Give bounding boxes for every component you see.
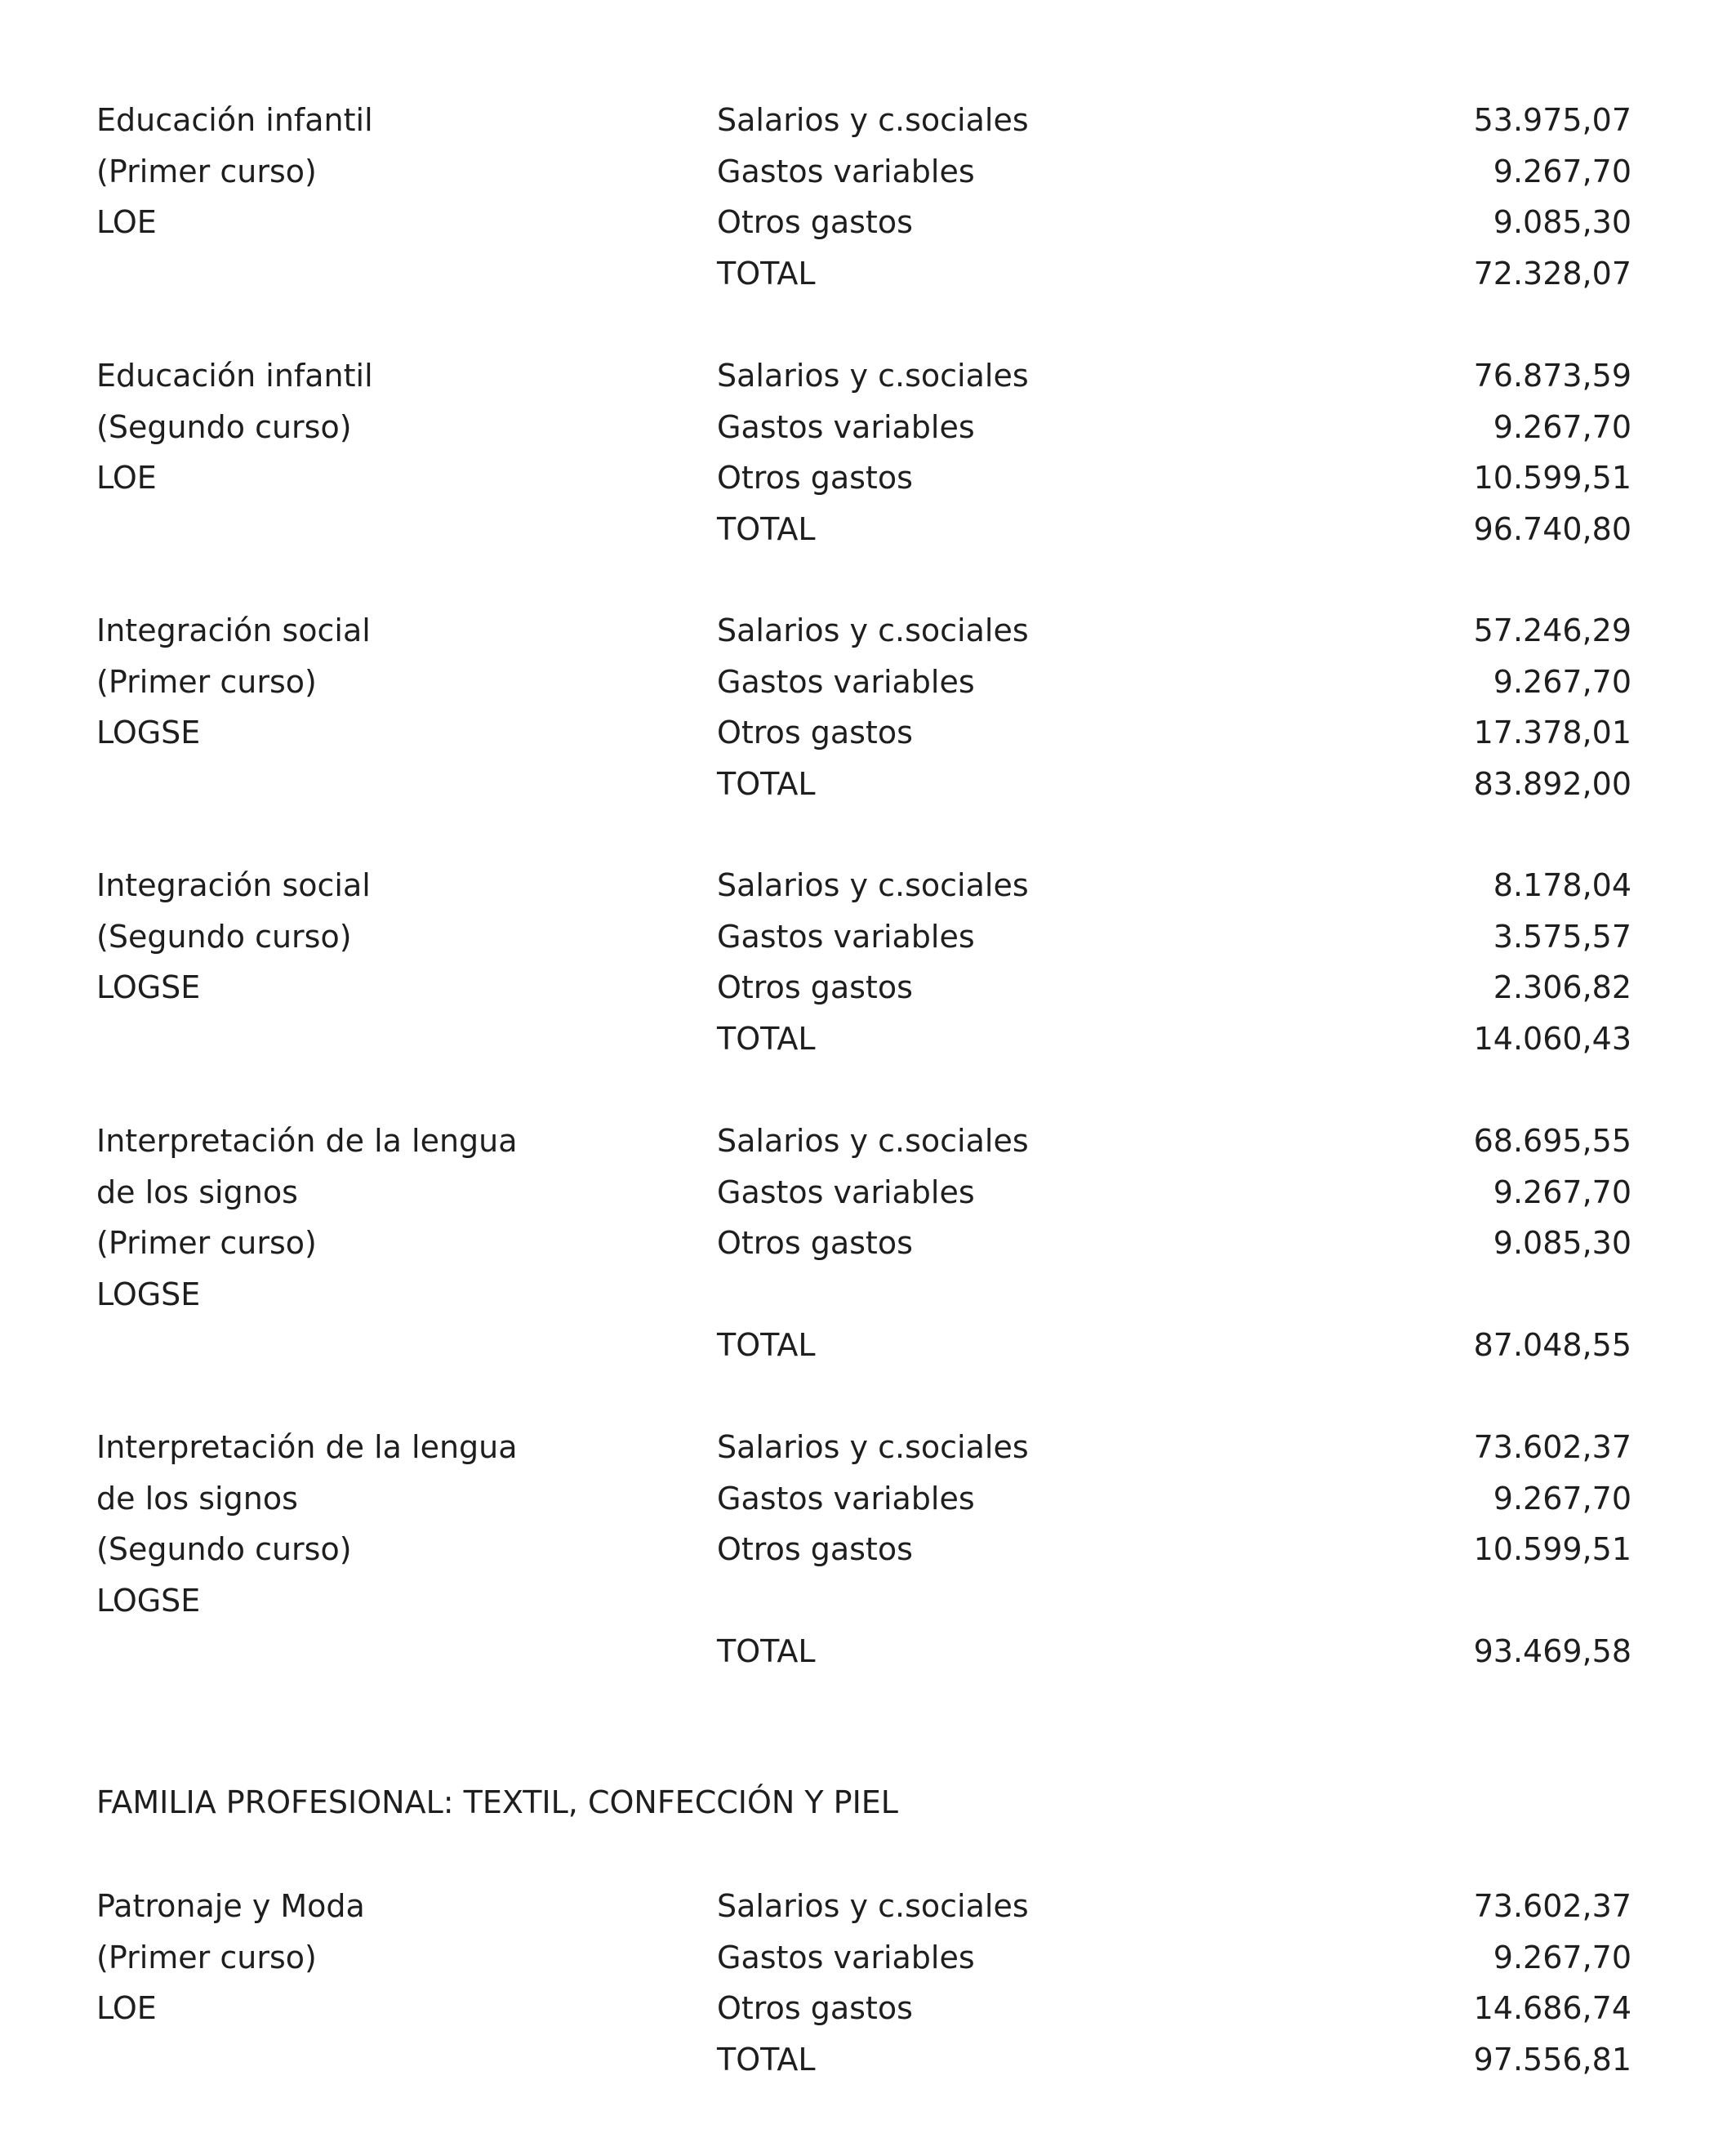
cost-row xyxy=(96,605,1631,657)
cost-amount: 9.267,70 xyxy=(1493,663,1631,700)
cost-row xyxy=(96,1422,1631,1473)
cost-concept: Otros gastos xyxy=(717,1225,913,1261)
cost-row xyxy=(96,1881,1631,1932)
total-label: TOTAL xyxy=(717,255,816,292)
cost-block xyxy=(96,95,1631,299)
cost-concept: Salarios y c.sociales xyxy=(717,867,1029,903)
cost-amount: 10.599,51 xyxy=(1473,460,1631,496)
total-row xyxy=(96,1320,1631,1371)
cost-concept: Gastos variables xyxy=(717,663,975,700)
cycle-description: (Segundo curso) xyxy=(96,1531,352,1567)
cost-amount: 8.178,04 xyxy=(1493,867,1631,903)
cycle-description: LOGSE xyxy=(96,1276,201,1312)
total-row xyxy=(96,248,1631,300)
cost-row xyxy=(96,860,1631,911)
cost-row xyxy=(96,911,1631,963)
cost-row xyxy=(96,1983,1631,2034)
total-amount: 72.328,07 xyxy=(1473,255,1631,292)
cost-row xyxy=(96,197,1631,248)
cost-row xyxy=(96,1524,1631,1575)
cost-block xyxy=(96,860,1631,1064)
total-label: TOTAL xyxy=(717,1020,816,1057)
cycle-description: LOGSE xyxy=(96,969,201,1005)
cost-row xyxy=(96,962,1631,1013)
cycle-description: LOE xyxy=(96,1990,157,2026)
cycle-description: (Segundo curso) xyxy=(96,408,352,445)
section-heading: FAMILIA PROFESIONAL: TEXTIL, CONFECCIÓN Y PIEL xyxy=(96,1784,898,1820)
total-label: TOTAL xyxy=(717,765,816,802)
total-amount: 97.556,81 xyxy=(1473,2041,1631,2078)
cycle-description: (Primer curso) xyxy=(96,663,317,700)
total-amount: 14.060,43 xyxy=(1473,1020,1631,1057)
total-label: TOTAL xyxy=(717,1327,816,1363)
cycle-description: (Segundo curso) xyxy=(96,918,352,955)
cost-concept: Gastos variables xyxy=(717,153,975,189)
cost-block xyxy=(96,350,1631,555)
cost-concept: Otros gastos xyxy=(717,969,913,1005)
total-row xyxy=(96,1013,1631,1065)
cost-concept: Otros gastos xyxy=(717,460,913,496)
total-row xyxy=(96,2034,1631,2086)
cost-concept: Otros gastos xyxy=(717,715,913,750)
cost-block xyxy=(96,1881,1631,2085)
cost-block xyxy=(96,1116,1631,1371)
cost-amount: 57.246,29 xyxy=(1473,612,1631,648)
cost-concept: Gastos variables xyxy=(717,408,975,445)
cost-concept: Salarios y c.sociales xyxy=(717,1429,1029,1465)
cost-amount: 3.575,57 xyxy=(1493,918,1631,955)
total-amount: 87.048,55 xyxy=(1473,1327,1631,1363)
cost-row xyxy=(96,657,1631,708)
cost-amount: 9.267,70 xyxy=(1493,408,1631,445)
cost-row xyxy=(96,1116,1631,1167)
cycle-description: LOE xyxy=(96,460,157,496)
cost-row xyxy=(96,350,1631,402)
cycle-description: Educación infantil xyxy=(96,358,373,394)
cost-concept: Otros gastos xyxy=(717,1531,913,1567)
cost-concept: Otros gastos xyxy=(717,204,913,240)
cycle-description: Interpretación de la lengua xyxy=(96,1123,518,1159)
cost-row xyxy=(96,452,1631,504)
cost-row xyxy=(96,146,1631,198)
cost-block xyxy=(96,1422,1631,1677)
cycle-description: Integración social xyxy=(96,612,371,648)
cost-row xyxy=(96,402,1631,453)
cycle-description: (Primer curso) xyxy=(96,1939,317,1975)
total-row xyxy=(96,504,1631,555)
cycle-description: Integración social xyxy=(96,867,371,903)
cost-concept: Otros gastos xyxy=(717,1990,913,2026)
cost-concept: Gastos variables xyxy=(717,1939,975,1975)
cost-amount: 9.267,70 xyxy=(1493,1939,1631,1975)
cost-concept: Gastos variables xyxy=(717,918,975,955)
cost-row xyxy=(96,95,1631,146)
cycle-description: Patronaje y Moda xyxy=(96,1888,365,1924)
cost-amount: 9.267,70 xyxy=(1493,1480,1631,1517)
cost-concept: Salarios y c.sociales xyxy=(717,102,1029,138)
cost-amount: 9.085,30 xyxy=(1493,1225,1631,1261)
cost-row xyxy=(96,1473,1631,1525)
cost-concept: Gastos variables xyxy=(717,1174,975,1210)
cost-amount: 73.602,37 xyxy=(1473,1888,1631,1924)
cycle-description: (Primer curso) xyxy=(96,1225,317,1261)
cycle-description: (Primer curso) xyxy=(96,153,317,189)
total-amount: 96.740,80 xyxy=(1473,510,1631,547)
cycle-description: Educación infantil xyxy=(96,102,373,138)
total-row xyxy=(96,759,1631,810)
cost-concept: Salarios y c.sociales xyxy=(717,612,1029,648)
cost-row xyxy=(96,1269,1631,1321)
cycle-description: de los signos xyxy=(96,1480,298,1517)
total-row xyxy=(96,1626,1631,1677)
cycle-description: de los signos xyxy=(96,1174,298,1210)
total-amount: 93.469,58 xyxy=(1473,1633,1631,1669)
cost-amount: 73.602,37 xyxy=(1473,1429,1631,1465)
cost-row xyxy=(96,707,1631,759)
cost-row xyxy=(96,1932,1631,1984)
cost-row xyxy=(96,1575,1631,1627)
cost-amount: 76.873,59 xyxy=(1473,358,1631,394)
cost-amount: 68.695,55 xyxy=(1473,1123,1631,1159)
cost-amount: 9.085,30 xyxy=(1493,204,1631,240)
cost-concept: Salarios y c.sociales xyxy=(717,358,1029,394)
cost-row xyxy=(96,1167,1631,1218)
cycle-description: LOE xyxy=(96,204,157,240)
cycle-description: Interpretación de la lengua xyxy=(96,1429,518,1465)
cost-amount: 10.599,51 xyxy=(1473,1531,1631,1567)
cost-concept: Gastos variables xyxy=(717,1480,975,1517)
cost-amount: 2.306,82 xyxy=(1493,969,1631,1005)
cost-amount: 14.686,74 xyxy=(1473,1990,1631,2026)
total-label: TOTAL xyxy=(717,1633,816,1669)
total-label: TOTAL xyxy=(717,510,816,547)
total-label: TOTAL xyxy=(717,2041,816,2078)
total-amount: 83.892,00 xyxy=(1473,765,1631,802)
cost-amount: 53.975,07 xyxy=(1473,102,1631,138)
cost-block xyxy=(96,605,1631,809)
cycle-description: LOGSE xyxy=(96,1582,201,1619)
cost-row xyxy=(96,1218,1631,1269)
cost-concept: Salarios y c.sociales xyxy=(717,1888,1029,1924)
cost-amount: 9.267,70 xyxy=(1493,153,1631,189)
cost-concept: Salarios y c.sociales xyxy=(717,1123,1029,1159)
cycle-description: LOGSE xyxy=(96,715,201,750)
cost-amount: 17.378,01 xyxy=(1473,715,1631,750)
cost-amount: 9.267,70 xyxy=(1493,1174,1631,1210)
